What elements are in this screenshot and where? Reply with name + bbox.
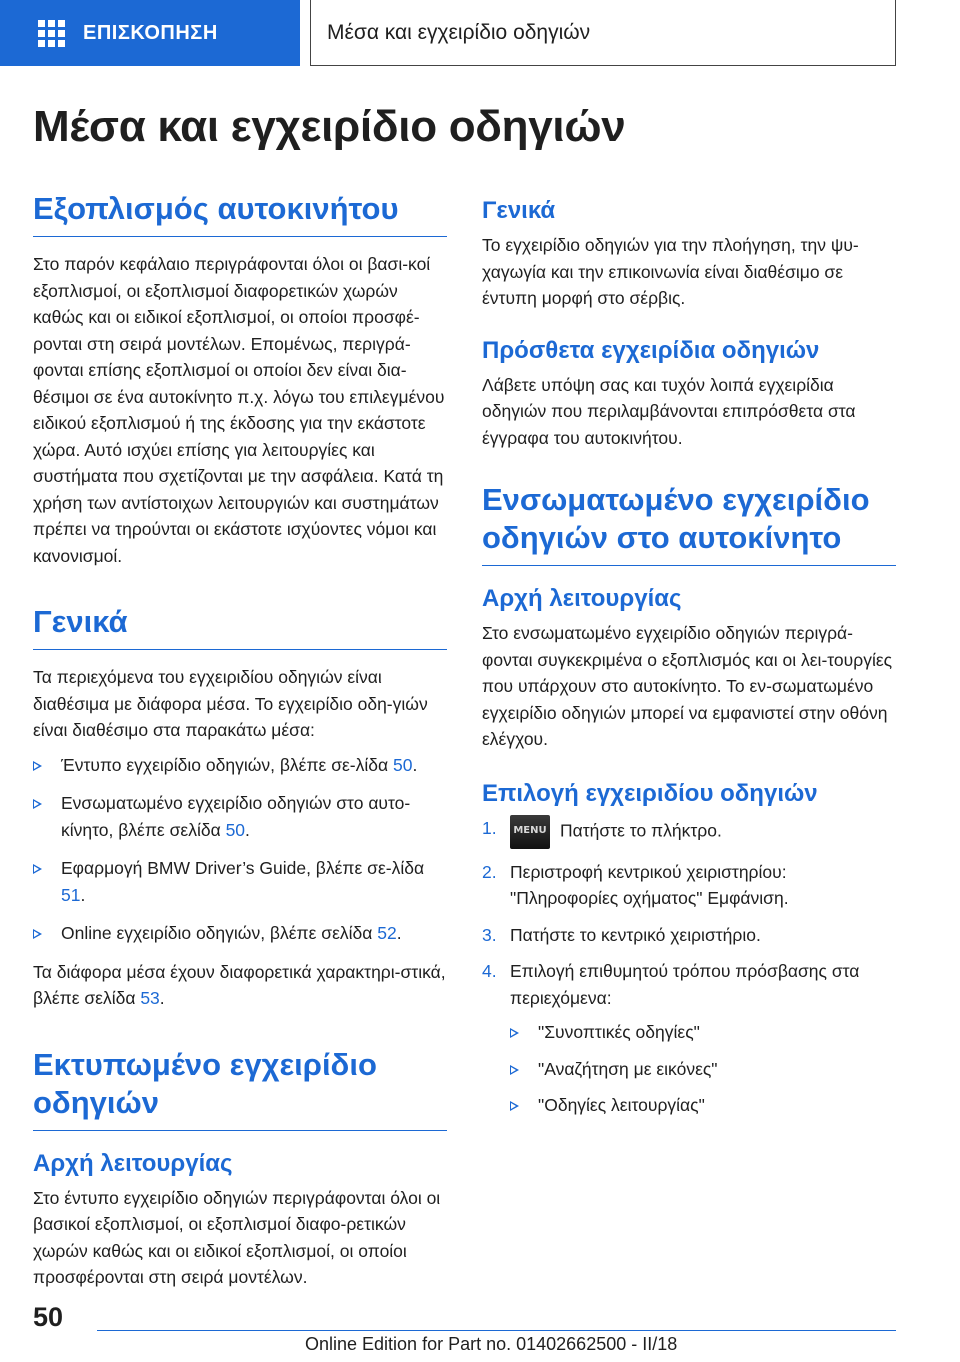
triangle-bullet-icon	[510, 1101, 519, 1111]
section-title-integrated-manual: Ενσωματωμένο εγχειρίδιο οδηγιών στο αυτοκίνητο	[482, 481, 896, 566]
subsection-title-general: Γενικά	[482, 197, 556, 224]
list-item-end: .	[396, 923, 402, 943]
list-item	[510, 1092, 896, 1119]
access-options-list	[510, 1019, 896, 1119]
left-column	[33, 190, 447, 1291]
list-item	[510, 1019, 896, 1046]
step-number: 3.	[482, 924, 497, 945]
grid-icon	[38, 20, 65, 47]
page-link[interactable]: 51	[61, 884, 81, 905]
section-body-general-after	[33, 959, 447, 1012]
footer-edition: Online Edition for Part no. 01402662500 - II/18	[305, 1334, 678, 1354]
list-item	[33, 920, 447, 947]
triangle-bullet-icon	[33, 799, 42, 809]
breadcrumb-label: Μέσα και εγχειρίδιο οδηγιών	[327, 20, 591, 44]
section-title-vehicle-equipment: Εξοπλισμός αυτοκινήτου	[33, 190, 447, 237]
list-item	[33, 855, 447, 908]
section-body-vehicle-equipment: Στο παρόν κεφάλαιο περιγράφονται όλοι οι βασι-κοί εξοπλισμοί, οι εξοπλισμοί διαφορετικών χωρών καθώς και οι ειδικοί εξοπλισμοί, οι οποίοι προσφέ-ρονται στη σειρά μοντέλων. Επομένως, περιγρά-φονται επίσης εξοπλισμοί οι οποίοι δεν είναι δια-θέσιμοι σε ένα αυτοκίνητο π.χ. λόγω του επιλεγμένου ειδικού εξοπλισμού ή της έκδοσης για την εκάστοτε χώρα. Αυτό ισχύει επίσης για λειτουργίες και συστήματα που σχετίζονται με την ασφάλεια. Κατά τη χρήση των αντίστοιχων λειτουργιών και συστημάτων πρέπει να τηρούνται οι εκάστοτε ισχύοντες νόμοι και κανονισμοί.	[33, 254, 445, 566]
section-body-general: Τα περιεχόμενα του εγχειριδίου οδηγιών είναι διαθέσιμα με διάφορα μέσα. Το εγχειρίδιο οδη-γιών είναι διαθέσιμο στα παρακάτω μέσα:	[33, 667, 428, 740]
subsection-title-additional-manuals: Πρόσθετα εγχειρίδια οδηγιών	[482, 336, 820, 364]
subsection-body-integrated-manual: Στο ενσωματωμένο εγχειρίδιο οδηγιών περιγρά-φονται συγκεκριμένα ο εξοπλισμός και οι λει-τουργίες που υπάρχουν στο αυτοκίνητο. Το εν-σωματωμένο εγχειρίδιο οδηγιών μπορεί να εμφανιστεί στην οθόνη ελέγχου.	[482, 623, 893, 749]
subsection-body-general: Το εγχειρίδιο οδηγιών για την πλοήγηση, την ψυ-χαγωγία και την επικοινωνία είναι διαθέσιμο σε έντυπη μορφή στο σέρβις.	[482, 235, 859, 308]
triangle-bullet-icon	[33, 864, 42, 874]
step-text: Περιστροφή κεντρικού χειριστηρίου: "Πληροφορίες οχήματος" Εμφάνιση.	[510, 861, 789, 908]
page-link[interactable]: 52	[377, 923, 397, 943]
triangle-bullet-icon	[33, 929, 42, 939]
section-title-general: Γενικά	[33, 603, 447, 650]
list-item-text: "Συνοπτικές οδηγίες"	[538, 1022, 700, 1042]
step-item	[482, 958, 896, 1119]
list-item	[33, 790, 447, 843]
list-item-end: .	[245, 819, 250, 840]
top-bar	[0, 0, 960, 66]
page-link[interactable]: 50	[393, 754, 413, 775]
step-text: Επιλογή επιθυμητού τρόπου πρόσβασης στα περιεχόμενα:	[510, 961, 860, 1008]
triangle-bullet-icon	[510, 1065, 519, 1075]
list-item-end: .	[80, 884, 86, 905]
list-item-text: Ενσωματωμένο εγχειρίδιο οδηγιών στο αυτο-κίνητο, βλέπε σελίδα	[61, 793, 411, 840]
list-item-end: .	[412, 754, 418, 775]
list-item-text: "Αναζήτηση με εικόνες"	[538, 1058, 718, 1079]
step-number: 2.	[482, 861, 497, 882]
step-text: Πατήστε το πλήκτρο.	[560, 820, 722, 841]
triangle-bullet-icon	[33, 761, 42, 771]
page-link[interactable]: 50	[225, 819, 246, 840]
overview-tab[interactable]	[0, 0, 300, 66]
section-title-printed-manual: Εκτυπωμένο εγχειρίδιο οδηγιών	[33, 1046, 447, 1131]
menu-button-icon: MENU	[510, 815, 550, 849]
steps-list	[482, 815, 896, 1119]
triangle-bullet-icon	[510, 1028, 519, 1038]
list-item-text: "Οδηγίες λειτουργίας"	[538, 1095, 705, 1115]
right-column	[482, 190, 896, 1129]
step-item	[482, 859, 896, 912]
general-after-text: Τα διάφορα μέσα έχουν διαφορετικά χαρακτηρι-στικά, βλέπε σελίδα	[33, 961, 446, 1008]
breadcrumb	[310, 0, 896, 66]
step-number: 1.	[482, 817, 497, 838]
list-item-text: Online εγχειρίδιο οδηγιών, βλέπε σελίδα	[61, 923, 378, 943]
list-item-text: Εφαρμογή BMW Driver’s Guide, βλέπε σε-λίδα	[61, 858, 425, 878]
list-item	[33, 752, 447, 779]
page-link[interactable]: 53	[140, 988, 160, 1008]
footer-divider	[97, 1330, 896, 1331]
step-text: Πατήστε το κεντρικό χειριστήριο.	[510, 924, 761, 945]
page-title: Μέσα και εγχειρίδιο οδηγιών	[33, 102, 626, 151]
list-item	[510, 1056, 896, 1083]
overview-tab-label: ΕΠΙΣΚΟΠΗΣΗ	[83, 21, 218, 44]
step-number: 4.	[482, 961, 497, 981]
subsection-title-select-manual: Επιλογή εγχειριδίου οδηγιών	[482, 779, 818, 807]
media-list	[33, 752, 447, 947]
subsection-title-principle: Αρχή λειτουργίας	[33, 1149, 233, 1177]
section-body-printed-manual: Στο έντυπο εγχειρίδιο οδηγιών περιγράφονται όλοι οι βασικοί εξοπλισμοί, οι εξοπλισμοί διαφο-ρετικών χωρών καθώς και οι ειδικοί εξοπλισμοί, οι οποίοι προσφέρονται στη σειρά μοντέλων.	[33, 1187, 441, 1287]
step-item	[482, 922, 896, 949]
page-number: 50	[33, 1302, 64, 1332]
general-after-end: .	[159, 988, 165, 1008]
subsection-title-principle: Αρχή λειτουργίας	[482, 585, 682, 612]
subsection-body-additional-manuals: Λάβετε υπόψη σας και τυχόν λοιπά εγχειρίδια οδηγιών που περιλαμβάνονται επιπρόσθετα στα έγγραφα του αυτοκινήτου.	[482, 374, 856, 448]
list-item-text: Έντυπο εγχειρίδιο οδηγιών, βλέπε σε-λίδα	[61, 754, 393, 775]
step-item	[482, 815, 896, 849]
